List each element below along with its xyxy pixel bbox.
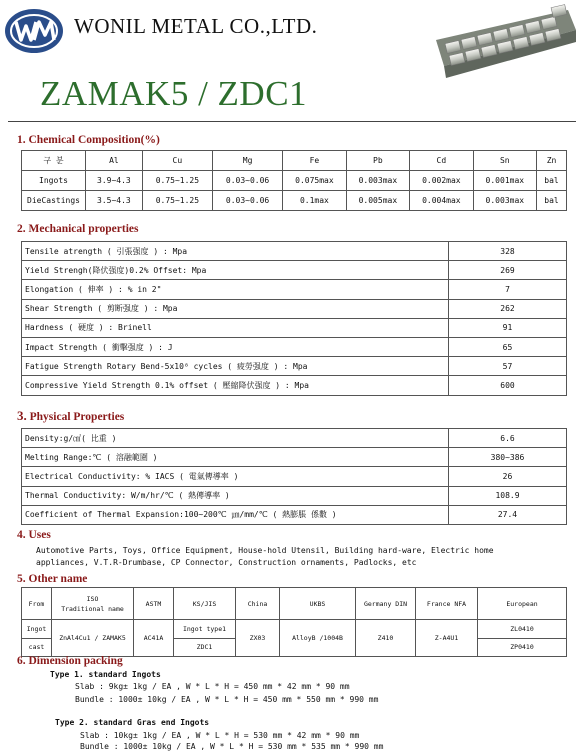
page-title: ZAMAK5 / ZDC1 <box>40 74 308 113</box>
property-value: 26 <box>449 467 567 486</box>
type2-line: Slab : 10kg± 1kg / EA , W * L * H = 530 mm * 42 mm * 90 mm <box>80 731 360 740</box>
table-cell: bal <box>537 191 567 211</box>
table-row <box>22 191 567 211</box>
table-row <box>22 429 567 448</box>
table-row <box>22 261 567 280</box>
header-cell: 구 분 <box>22 151 86 171</box>
section-label: Physical Properties <box>29 411 125 423</box>
property-name: Melting Range:℃ ( 溶融範圍 ) <box>22 448 449 467</box>
property-name: Density:g/㎤( 比重 ) <box>22 429 449 448</box>
table-cell: ZDC1 <box>174 638 236 657</box>
table-row <box>22 467 567 486</box>
uses-line: appliances, V.T.R-Drumbase, CP Connector, Construction ornaments, Padlocks, etc <box>36 558 417 567</box>
type1-line: Bundle : 1000± 10kg / EA , W * L * H = 450 mm * 550 mm * 990 mm <box>75 695 379 704</box>
section-dimension-title: 6. Dimension packing <box>17 655 123 667</box>
header-cell: Fe <box>283 151 346 171</box>
table-row <box>22 280 567 299</box>
property-value: 600 <box>449 376 567 395</box>
other-names-table <box>21 587 567 657</box>
property-value: 380~386 <box>449 448 567 467</box>
type1-line: Slab : 9kg± 1kg / EA , W * L * H = 450 mm * 42 mm * 90 mm <box>75 682 350 691</box>
table-cell: bal <box>537 171 567 191</box>
uses-text <box>36 545 494 569</box>
table-cell: 0.001max <box>473 171 536 191</box>
type1-title: Type 1. standard Ingots <box>50 670 161 679</box>
property-name: Shear Strength ( 剪断强度 ) : Mpa <box>22 299 449 318</box>
header-cell: ASTM <box>134 588 174 620</box>
table-header-row <box>22 588 567 620</box>
table-cell: 0.005max <box>346 191 409 211</box>
table-row <box>22 318 567 337</box>
mechanical-properties-table <box>21 241 567 396</box>
property-name: Yield Strengh(降伏强度)0.2% Offset: Mpa <box>22 261 449 280</box>
zinc-ingots-image <box>418 0 576 88</box>
property-value: 6.6 <box>449 429 567 448</box>
property-name: Coefficient of Thermal Expansion:100~200℃ ㎛/mm/℃ ( 熱膨脹 係數 ) <box>22 505 449 524</box>
table-cell: ZX03 <box>236 620 280 657</box>
table-cell: ZnAl4Cu1 / ZAMAK5 <box>52 620 134 657</box>
property-name: Tensile atrength ( 引張强度 ) : Mpa <box>22 242 449 261</box>
header-cell: China <box>236 588 280 620</box>
property-name: Elongation ( 伸率 ) : % in 2" <box>22 280 449 299</box>
company-name: WONIL METAL CO.,LTD. <box>74 14 318 38</box>
property-name: Impact Strength ( 衝擊强度 ) : J <box>22 337 449 356</box>
table-cell: Ingots <box>22 171 86 191</box>
property-name: Thermal Conductivity: W/m/hr/℃ ( 熱傳導率 ) <box>22 486 449 505</box>
section-physical-title <box>17 408 124 424</box>
table-row <box>22 505 567 524</box>
property-name: Hardness ( 硬度 ) : Brinell <box>22 318 449 337</box>
header-cell: KS/JIS <box>174 588 236 620</box>
header-cell: Al <box>86 151 143 171</box>
header-cell: Zn <box>537 151 567 171</box>
property-value: 27.4 <box>449 505 567 524</box>
table-cell: 0.03~0.06 <box>212 171 282 191</box>
physical-properties-table <box>21 428 567 525</box>
title-divider <box>8 121 576 122</box>
table-cell: cast <box>22 638 52 657</box>
table-cell: AlloyB /1004B <box>280 620 356 657</box>
type2-title: Type 2. standard Gras end Ingots <box>55 718 210 727</box>
property-name: Fatigue Strength Rotary Bend-5x10⁸ cycles ( 疲勞强度 ) : Mpa <box>22 357 449 376</box>
table-cell: 0.75~1.25 <box>142 191 212 211</box>
table-cell: 0.002max <box>410 171 473 191</box>
section-uses-title: 4. Uses <box>17 529 51 541</box>
table-cell: Ingot type1 <box>174 620 236 639</box>
table-cell: Z-A4U1 <box>416 620 478 657</box>
property-value: 269 <box>449 261 567 280</box>
property-value: 108.9 <box>449 486 567 505</box>
table-cell: ZL0410 <box>478 620 567 639</box>
page-header <box>0 0 576 125</box>
table-row <box>22 486 567 505</box>
table-row <box>22 376 567 395</box>
header-cell: Germany DIN <box>356 588 416 620</box>
table-cell: 0.75~1.25 <box>142 171 212 191</box>
table-row <box>22 448 567 467</box>
table-cell: 0.03~0.06 <box>212 191 282 211</box>
table-row <box>22 620 567 639</box>
table-cell: 0.1max <box>283 191 346 211</box>
property-value: 328 <box>449 242 567 261</box>
table-cell: DieCastings <box>22 191 86 211</box>
table-row <box>22 357 567 376</box>
table-cell: Ingot <box>22 620 52 639</box>
header-cell: Cu <box>142 151 212 171</box>
type2-line: Bundle : 1000± 10kg / EA , W * L * H = 530 mm * 535 mm * 990 mm <box>80 742 384 751</box>
header-cell: Cd <box>410 151 473 171</box>
uses-line: Automotive Parts, Toys, Office Equipment, House-hold Utensil, Building hard-ware, Electric home <box>36 546 494 555</box>
header-cell: ISO Traditional name <box>52 588 134 620</box>
header-cell: European <box>478 588 567 620</box>
table-cell: ZP0410 <box>478 638 567 657</box>
table-cell: 0.003max <box>346 171 409 191</box>
table-cell: AC41A <box>134 620 174 657</box>
table-cell: Z410 <box>356 620 416 657</box>
table-cell: 3.5~4.3 <box>86 191 143 211</box>
table-row <box>22 299 567 318</box>
table-header-row <box>22 151 567 171</box>
section-mechanical-title: 2. Mechanical properties <box>17 223 139 235</box>
table-cell: 0.004max <box>410 191 473 211</box>
table-cell: 0.003max <box>473 191 536 211</box>
property-name: Electrical Conductivity: % IACS ( 電氣傳導率 ) <box>22 467 449 486</box>
property-value: 262 <box>449 299 567 318</box>
table-row <box>22 242 567 261</box>
table-cell: 0.075max <box>283 171 346 191</box>
header-cell: Pb <box>346 151 409 171</box>
header-cell: From <box>22 588 52 620</box>
header-cell: Mg <box>212 151 282 171</box>
header-cell: France NFA <box>416 588 478 620</box>
chemical-composition-table <box>21 150 567 211</box>
table-cell: 3.9~4.3 <box>86 171 143 191</box>
property-value: 7 <box>449 280 567 299</box>
property-value: 91 <box>449 318 567 337</box>
header-cell: Sn <box>473 151 536 171</box>
header-cell: UKBS <box>280 588 356 620</box>
table-row <box>22 337 567 356</box>
company-logo <box>4 8 64 54</box>
section-other-name-title: 5. Other name <box>17 573 88 585</box>
property-value: 65 <box>449 337 567 356</box>
section-chemical-title: 1. Chemical Composition(%) <box>17 134 160 146</box>
property-name: Compressive Yield Strength 0.1% offset ( 壓縮降伏强度 ) : Mpa <box>22 376 449 395</box>
property-value: 57 <box>449 357 567 376</box>
section-number: 3. <box>17 408 27 423</box>
table-row <box>22 171 567 191</box>
